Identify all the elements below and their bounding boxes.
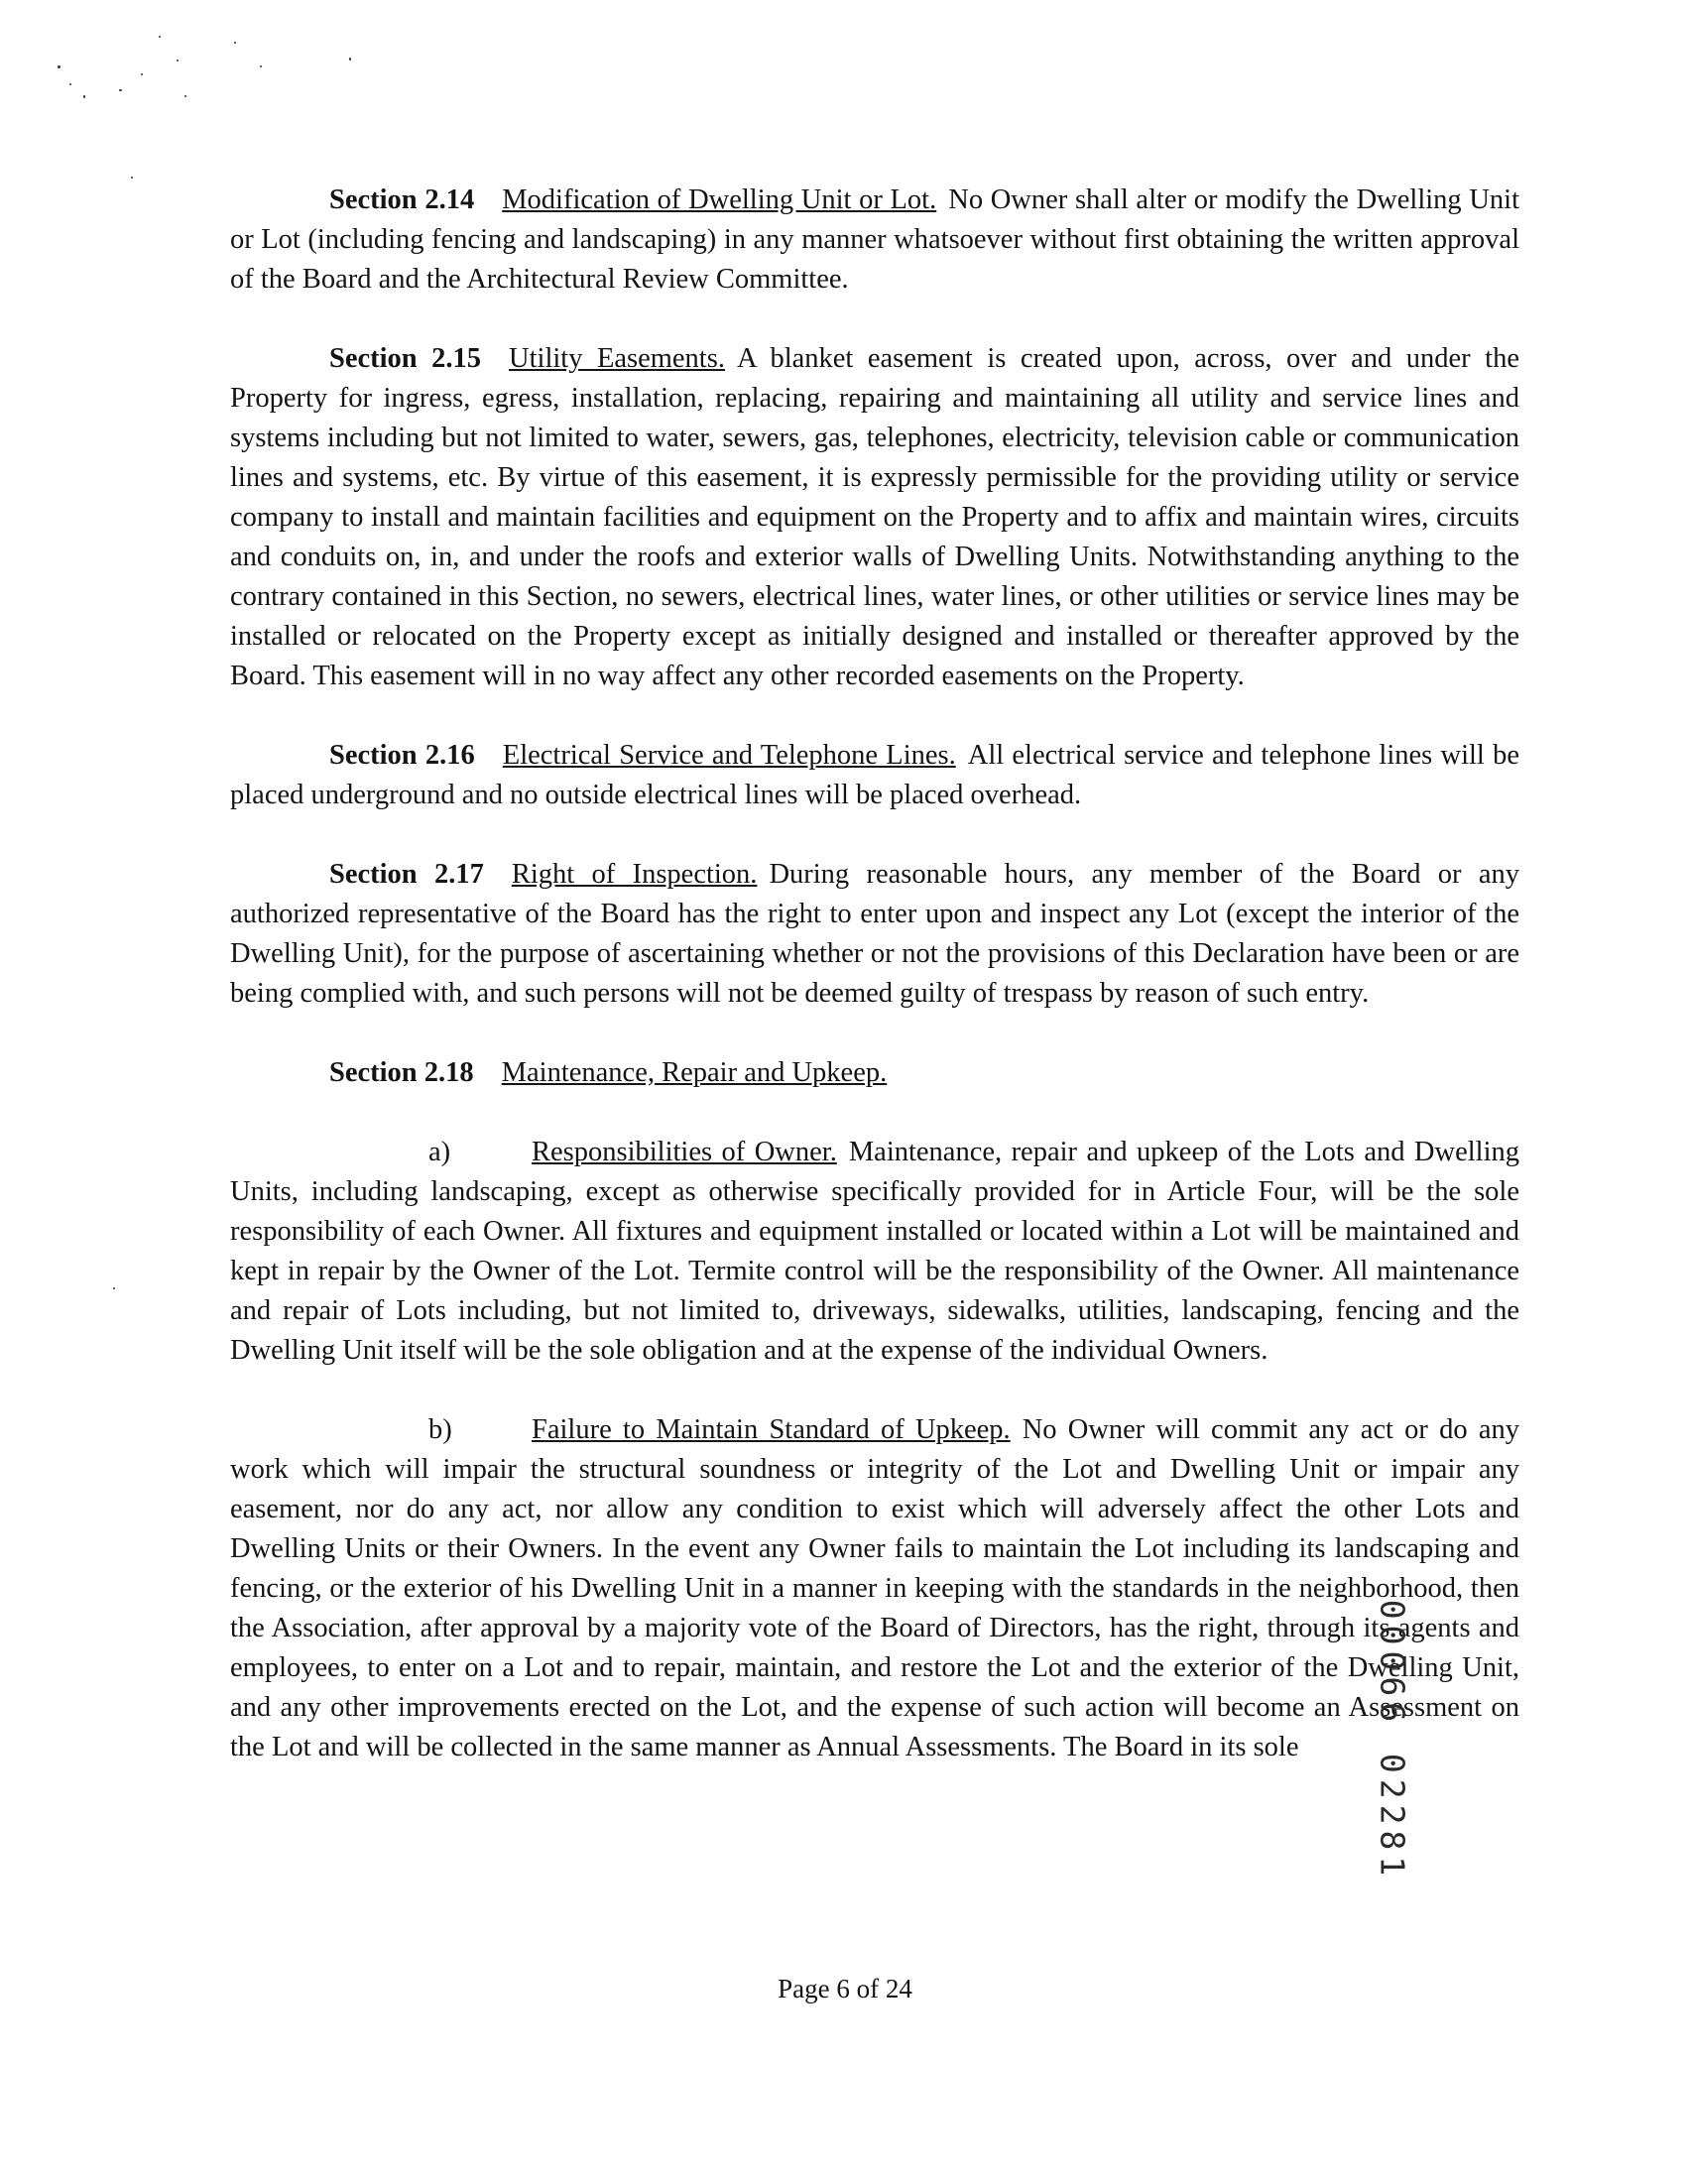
section-2-14 [230,181,1519,300]
section-title: Maintenance, Repair and Upkeep. [501,1057,888,1088]
section-number: Section 2.14 [329,184,475,215]
margin-stamp [1373,1592,1412,1889]
margin-stamp-text: 00066 02281 [1373,1599,1412,1882]
section-number: Section 2.15 [329,343,482,374]
subsection-title: Failure to Maintain Standard of Upkeep. [532,1414,1011,1445]
section-title: Modification of Dwelling Unit or Lot. [502,184,937,215]
subsection-b [230,1410,1519,1767]
subsection-body: Maintenance, repair and upkeep of the Lots and Dwelling Units, including landscaping, except as otherwise specifically provided for in Article Four, will be the sole responsibility of each Owner. All fixtures and equipment installed or located within a Lot will be maintained and kept in repair by the Owner of the Lot. Termite control will be the responsibility of the Owner. All maintenance and repair of Lots including, but not limited to, driveways, sidewalks, utilities, landscaping, fencing and the Dwelling Unit itself will be the sole obligation and at the expense of the individual Owners. [230,1137,1519,1366]
section-title: Right of Inspection. [511,859,758,890]
section-body: During reasonable hours, any member of the Board or any authorized representative of the Board has the right to enter upon and inspect any Lot (except the interior of the Dwelling Unit), for the purpose of ascertaining whether or not the provisions of this Declaration have been or are being complied with, and such persons will not be deemed guilty of trespass by reason of such entry. [230,859,1519,1009]
subsection-label: a) [428,1137,451,1167]
page-footer [0,1974,1690,2004]
section-body: All electrical service and telephone lines will be placed underground and no outside electrical lines will be placed overhead. [230,740,1519,810]
section-2-15 [230,339,1519,696]
section-title: Utility Easements. [509,343,725,374]
section-body: A blanket easement is created upon, across, over and under the Property for ingress, egress, installation, replacing, repairing and maintaining all utility and service lines and systems including but not limited to water, sewers, gas, telephones, electricity, television cable or communication lines and systems, etc. By virtue of this easement, it is expressly permissible for the providing utility or service company to install and maintain facilities and equipment on the Property and to affix and maintain wires, circuits and conduits on, in, and under the roofs and exterior walls of Dwelling Units. Notwithstanding anything to the contrary contained in this Section, no sewers, electrical lines, water lines, or other utilities or service lines may be installed or relocated on the Property except as initially designed and installed or thereafter approved by the Board. This easement will in no way affect any other recorded easements on the Property. [230,343,1519,691]
section-number: Section 2.16 [329,740,475,771]
section-number: Section 2.18 [329,1057,474,1088]
section-2-17 [230,855,1519,1014]
section-title: Electrical Service and Telephone Lines. [502,740,956,771]
subsection-label: b) [428,1414,452,1445]
section-2-18 [230,1053,1519,1093]
subsection-body: No Owner will commit any act or do any work which will impair the structural soundness or integrity of the Lot and Dwelling Unit or impair any easement, nor do any act, nor allow any condition to exist which will adversely affect the other Lots and Dwelling Units or their Owners. In the event any Owner fails to maintain the Lot including its landscaping and fencing, or the exterior of his Dwelling Unit in a manner in keeping with the standards in the neighborhood, then the Association, after approval by a majority vote of the Board of Directors, has the right, through its agents and employees, to enter on a Lot and to repair, maintain, and restore the Lot and the exterior of the Dwelling Unit, and any other improvements erected on the Lot, and the expense of such action will become an Assessment on the Lot and will be collected in the same manner as Annual Assessments. The Board in its sole [230,1414,1519,1762]
page-number: Page 6 of 24 [778,1974,912,2003]
subsection-title: Responsibilities of Owner. [532,1137,837,1167]
section-number: Section 2.17 [329,859,484,890]
section-2-16 [230,736,1519,815]
section-body: No Owner shall alter or modify the Dwelling Unit or Lot (including fencing and landscaping) in any manner whatsoever without first obtaining the written approval of the Board and the Architectural Review Committee. [230,184,1519,295]
subsection-a [230,1133,1519,1371]
document-body [230,181,1519,1807]
